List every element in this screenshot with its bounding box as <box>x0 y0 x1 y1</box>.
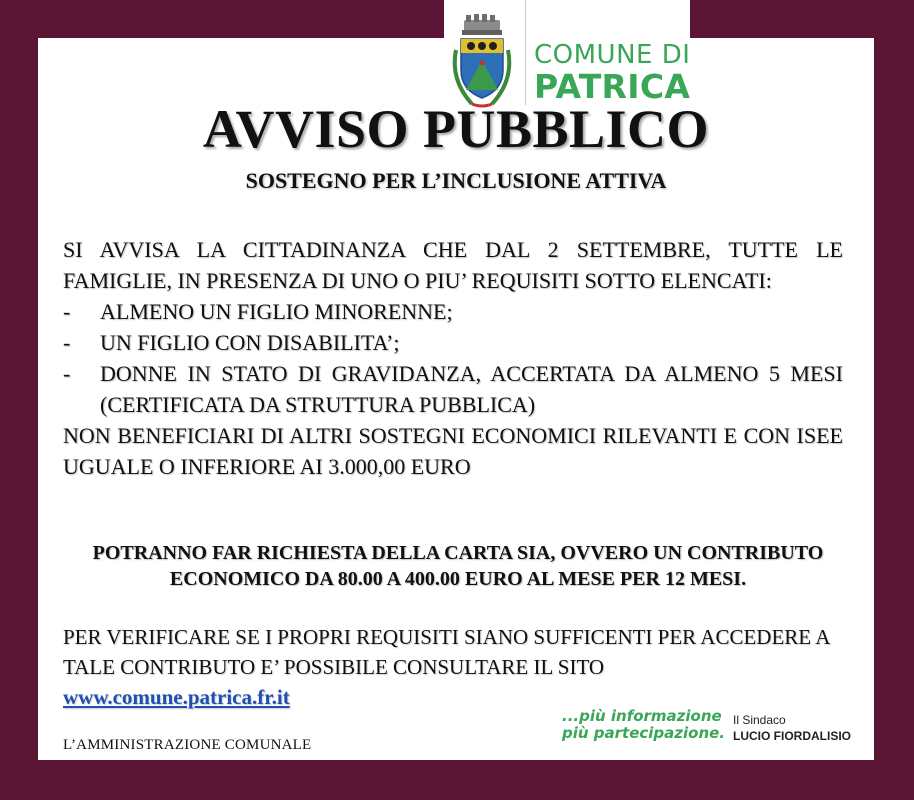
verify-text: PER VERIFICARE SE I PROPRI REQUISITI SIANO SUFFICENTI PER ACCEDERE A TALE CONTRIBUTO E’ POSSIBILE CONSULTARE IL SITO <box>63 625 830 679</box>
requirement-item <box>63 358 843 420</box>
list-dash: - <box>63 361 71 386</box>
contribution-highlight: POTRANNO FAR RICHIESTA DELLA CARTA SIA, OVVERO UN CONTRIBUTO ECONOMICO DA 80.00 A 400.00 EURO AL MESE PER 12 MESI. <box>92 542 824 590</box>
intro-paragraph: SI AVVISA LA CITTADINANZA CHE DAL 2 SETTEMBRE, TUTTE LE FAMIGLIE, IN PRESENZA DI UNO O PIU’ REQUISITI SOTTO ELENCATI: <box>63 237 843 293</box>
list-dash: - <box>63 299 71 324</box>
coat-of-arms-icon <box>444 10 520 110</box>
website-link[interactable]: www.comune.patrica.fr.it <box>63 685 290 709</box>
requirement-text: ALMENO UN FIGLIO MINORENNE; <box>100 299 453 324</box>
requirement-text: UN FIGLIO CON DISABILITA’; <box>100 330 400 355</box>
crown-icon <box>462 14 502 35</box>
list-dash: - <box>63 330 71 355</box>
slogan-line-2: più partecipazione. <box>562 724 726 742</box>
notice-title: AVVISO PUBBLICO <box>202 99 710 159</box>
slogan <box>562 708 725 742</box>
signature: L’AMMINISTRAZIONE COMUNALE <box>63 737 312 753</box>
requirement-item <box>63 296 843 327</box>
brand-line-1: COMUNE DI <box>534 40 691 70</box>
notice-body <box>63 234 843 482</box>
notice-subtitle: SOSTEGNO PER L’INCLUSIONE ATTIVA <box>245 168 667 193</box>
slogan-line-1: ...più informazione <box>562 707 722 725</box>
mayor-signature <box>733 712 851 744</box>
requirement-item <box>63 327 843 358</box>
mayor-name: LUCIO FIORDALISIO <box>733 729 851 743</box>
brand-line-2: PATRICA <box>534 67 691 106</box>
closing-paragraph: NON BENEFICIARI DI ALTRI SOSTEGNI ECONOMICI RILEVANTI E CON ISEE UGUALE O INFERIORE AI 3.000,00 EURO <box>63 423 843 479</box>
requirement-text: DONNE IN STATO DI GRAVIDANZA, ACCERTATA DA ALMENO 5 MESI (CERTIFICATA DA STRUTTURA PUBBLICA) <box>100 361 843 417</box>
mayor-title: Il Sindaco <box>733 713 786 727</box>
header-divider <box>525 0 526 105</box>
verify-paragraph <box>63 622 843 712</box>
municipality-brand <box>534 40 691 106</box>
